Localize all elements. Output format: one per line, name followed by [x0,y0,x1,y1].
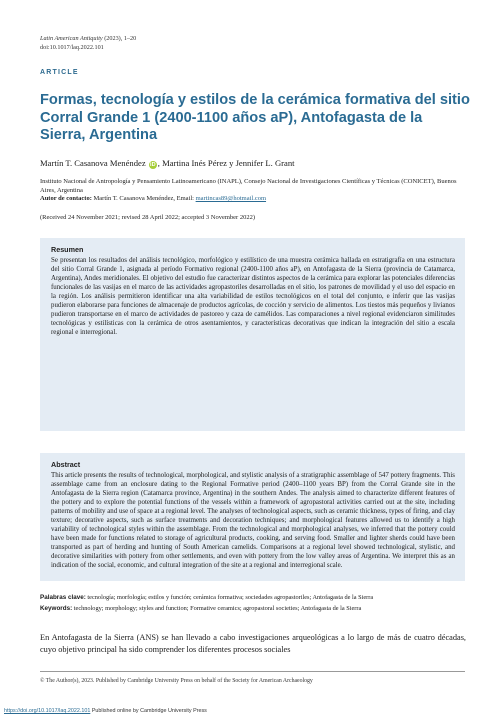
article-doi: doi:10.1017/laq.2022.101 [40,44,104,51]
other-authors: , Martina Inés Pérez y Jennifer L. Grant [157,158,295,168]
author-list [40,158,470,169]
resumen-heading: Resumen [51,245,84,254]
footer-divider [40,671,465,672]
section-label: ARTICLE [40,69,79,76]
keywords-es [40,592,470,603]
abstract-text: This article presents the results of technological, morphological, and stylistic analysis of a stratigraphic assemblage of 547 pottery fragments. This assemblage came from an enclosure dating to the Regional Formative period (2400–1100 years BP) from the Corral Grande site in the Antofagasta de la Sierra region (Catamarca province, Argentina) in the southern Andes. The analysis aimed to characterize different features of the pottery and to explore the potential functions of the vessels within a framework of agropastoral activities carried out at the site, including patterns of mobility and use of space at a regional level. The analyses of technological aspects, such as ceramic thickness, types of firing, and clay texture; decorative aspects, such as surface treatments and decoration techniques; and morphological features allowed us to identify a high variability of technological styles within the assemblage. From the technological and morphological analyses, we inferred that the pottery could have been made for functions related to storage of agricultural products, cooking, and serving food. Smaller and lighter sherds could have been transported as part of herding and hunting of South American camelids. Comparisons at a regional level showed technological, stylistic, and decorative similarities with pottery from other settlements, and even with pottery from the low valley areas of Argentina. We interpret this as an indication of the social, economic, and cultural integration of the site at a regional and interregional scale. [51,472,455,569]
journal-header [40,34,136,52]
journal-name: Latin American Antiquity [40,35,103,42]
resumen-text: Se presentan los resultados del análisis tecnológico, morfológico y estilístico de una muestra cerámica hallada en estratigrafía en una estructura del sitio Corral Grande 1, asignada al período Formativo regional (2400-1100 años aP), en Antofagasta de la Sierra (provincia de Catamarca, Argentina), Andes meridionales. El objetivo del estudio fue caracterizar distintos aspectos de la cerámica para explorar las potenciales diferencias funcionales de las vasijas en el marco de las actividades agropastoriles desarrolladas en el sitio, los patrones de movilidad y el uso del espacio en la región. Los análisis permitieron identificar una alta variabilidad de estilos tecnológicos en el total del conjunto, e inferir que las vasijas pudieron elaborarse para funciones de almacenaje de productos agrícolas, de cocción y servicio de alimentos. Los tiestos más pequeños y livianos pudieron transportarse en el marco de actividades de pastoreo y caza de camélidos. Las comparaciones a nivel regional evidenciaron similitudes tecnológicas y estilísticas con la cerámica de otros asentamientos, y características decorativas que indican la integración del sitio a escala regional e interregional. [51,257,455,336]
article-title: Formas, tecnología y estilos de la cerámica formativa del sitio Corral Grande 1 (2400-1100 años aP), Antofagasta de la Sierra, Argentina [40,92,470,143]
keywords-en-text: technology; morphology; styles and function; Formative ceramics; agropastoral societies; Antofagasta de la Sierra [72,605,362,612]
keywords-en [40,603,470,614]
contact-name: Martín T. Casanova Menéndez, Email: [91,195,196,203]
abstract-heading: Abstract [51,460,81,469]
contact-label: Autor de contacto: [40,195,92,203]
orcid-icon[interactable]: iD [150,162,156,168]
received-dates: (Received 24 November 2021; revised 28 April 2022; accepted 3 November 2022) [40,214,255,221]
affiliation [40,178,464,204]
contact-author [40,195,464,204]
first-author: Martín T. Casanova Menéndez [40,158,146,168]
intro-paragraph: En Antofagasta de la Sierra (ANS) se han llevado a cabo investigaciones arqueológicas a lo largo de más de cuatro décadas, cuyo objetivo principal ha sido comprender los diferentes procesos sociales [40,633,466,654]
affiliation-line: Instituto Nacional de Antropología y Pensamiento Latinoamericano (INAPL), Consejo Nacional de Investigaciones Científicas y Técnicas (CONICET), Buenos Aires, Argentina [40,178,457,194]
published-online: Published online by Cambridge University Press [90,708,207,714]
keywords-en-label: Keywords: [40,605,73,612]
doi-footer [4,708,207,714]
resumen-box [40,238,465,431]
keywords-es-text: tecnología; morfología; estilos y función; cerámica formativa; sociedades agropastoriles; Antofagasta de la Sierra [85,594,374,601]
abstract-box [40,453,465,581]
contact-email-link[interactable]: martincas89@hotmail.com [195,195,267,203]
copyright-notice: © The Author(s), 2023. Published by Cambridge University Press on behalf of the Society for American Archaeology [40,678,313,684]
doi-link[interactable]: https://doi.org/10.1017/laq.2022.101 [4,708,91,714]
journal-meta: (2023), 1–20 [102,35,137,42]
keywords-es-label: Palabras clave: [40,594,86,601]
keywords-block [40,592,470,614]
